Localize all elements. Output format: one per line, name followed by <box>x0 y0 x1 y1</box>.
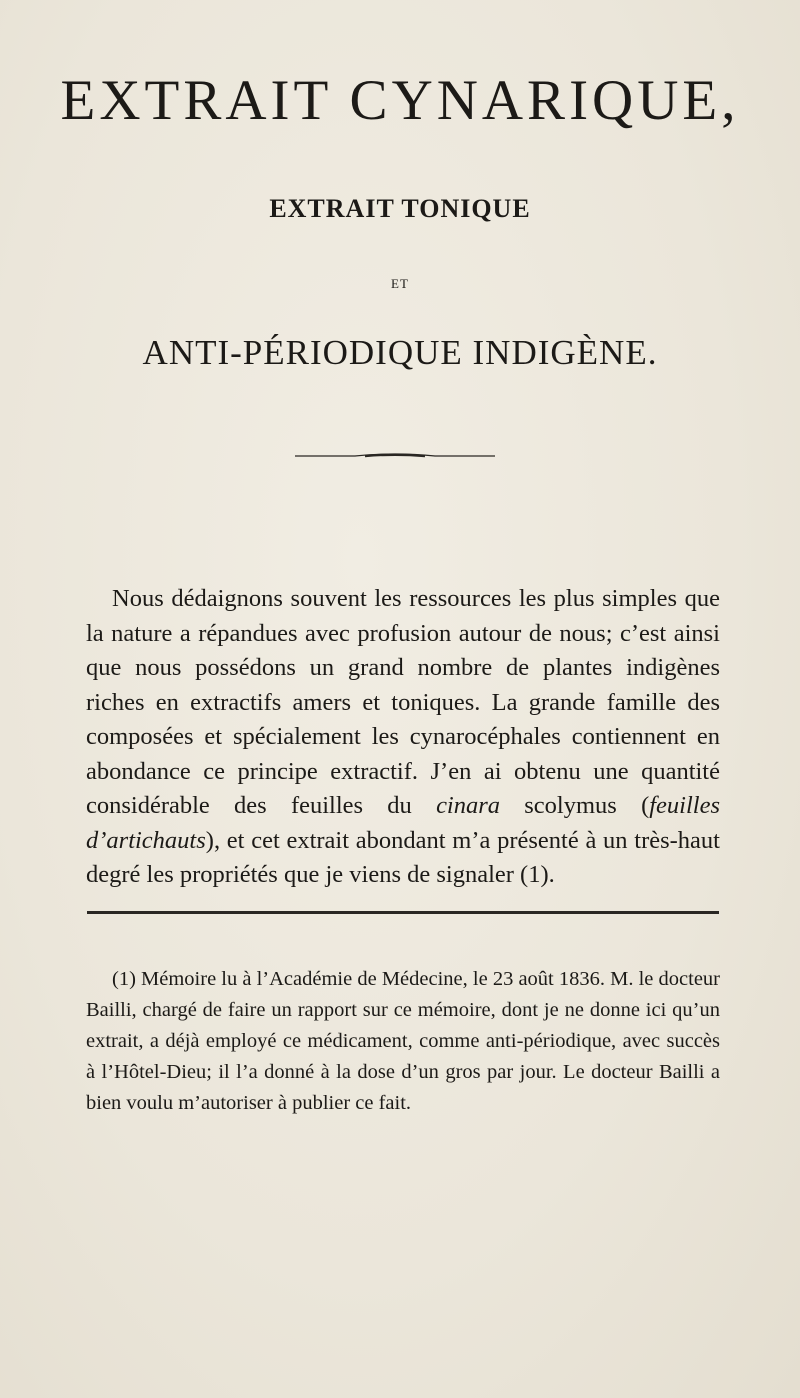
main-title: EXTRAIT CYNARIQUE, <box>60 69 740 132</box>
italic-cinara: cinara <box>436 792 501 819</box>
paragraph-text-b: scolymus ( <box>500 792 650 819</box>
secondary-title: ANTI-PÉRIODIQUE INDIGÈNE. <box>142 333 658 372</box>
italic-artichokes: feuilles d’artichauts <box>86 792 721 854</box>
footnote-divider <box>87 911 719 914</box>
conjunction: ET <box>391 276 409 291</box>
paragraph-text-c: ), et cet extrait abondant m’a présenté à un très-haut degré les propriétés que je viens de signaler (1). <box>86 826 720 888</box>
paragraph-text-a: Nous dédaignons souvent les ressources les plus simples que la nature a répandues avec profusion autour de nous; c’est ainsi que nous possédons un grand nombre de plantes indigènes riches en extractifs amers et toniques. La grande famille des composées et spécialement les cynarocéphales contiennent en abondance ce principe extractif. J’en ai obtenu une quantité considérable des feuilles du <box>86 585 720 819</box>
main-paragraph <box>86 582 720 893</box>
ornament-divider-icon <box>295 452 495 460</box>
subtitle: EXTRAIT TONIQUE <box>269 194 531 223</box>
footnote <box>86 964 720 1119</box>
footnote-text: (1) Mémoire lu à l’Académie de Médecine, le 23 août 1836. M. le docteur Bailli, chargé de faire un rapport sur ce mémoire, dont je ne donne ici qu’un extrait, a déjà employé ce médicament, comme anti-périodique, avec succès à l’Hôtel-Dieu; il l’a donné à la dose d’un gros par jour. Le docteur Bailli a bien voulu m’autoriser à publier ce fait. <box>86 968 720 1114</box>
